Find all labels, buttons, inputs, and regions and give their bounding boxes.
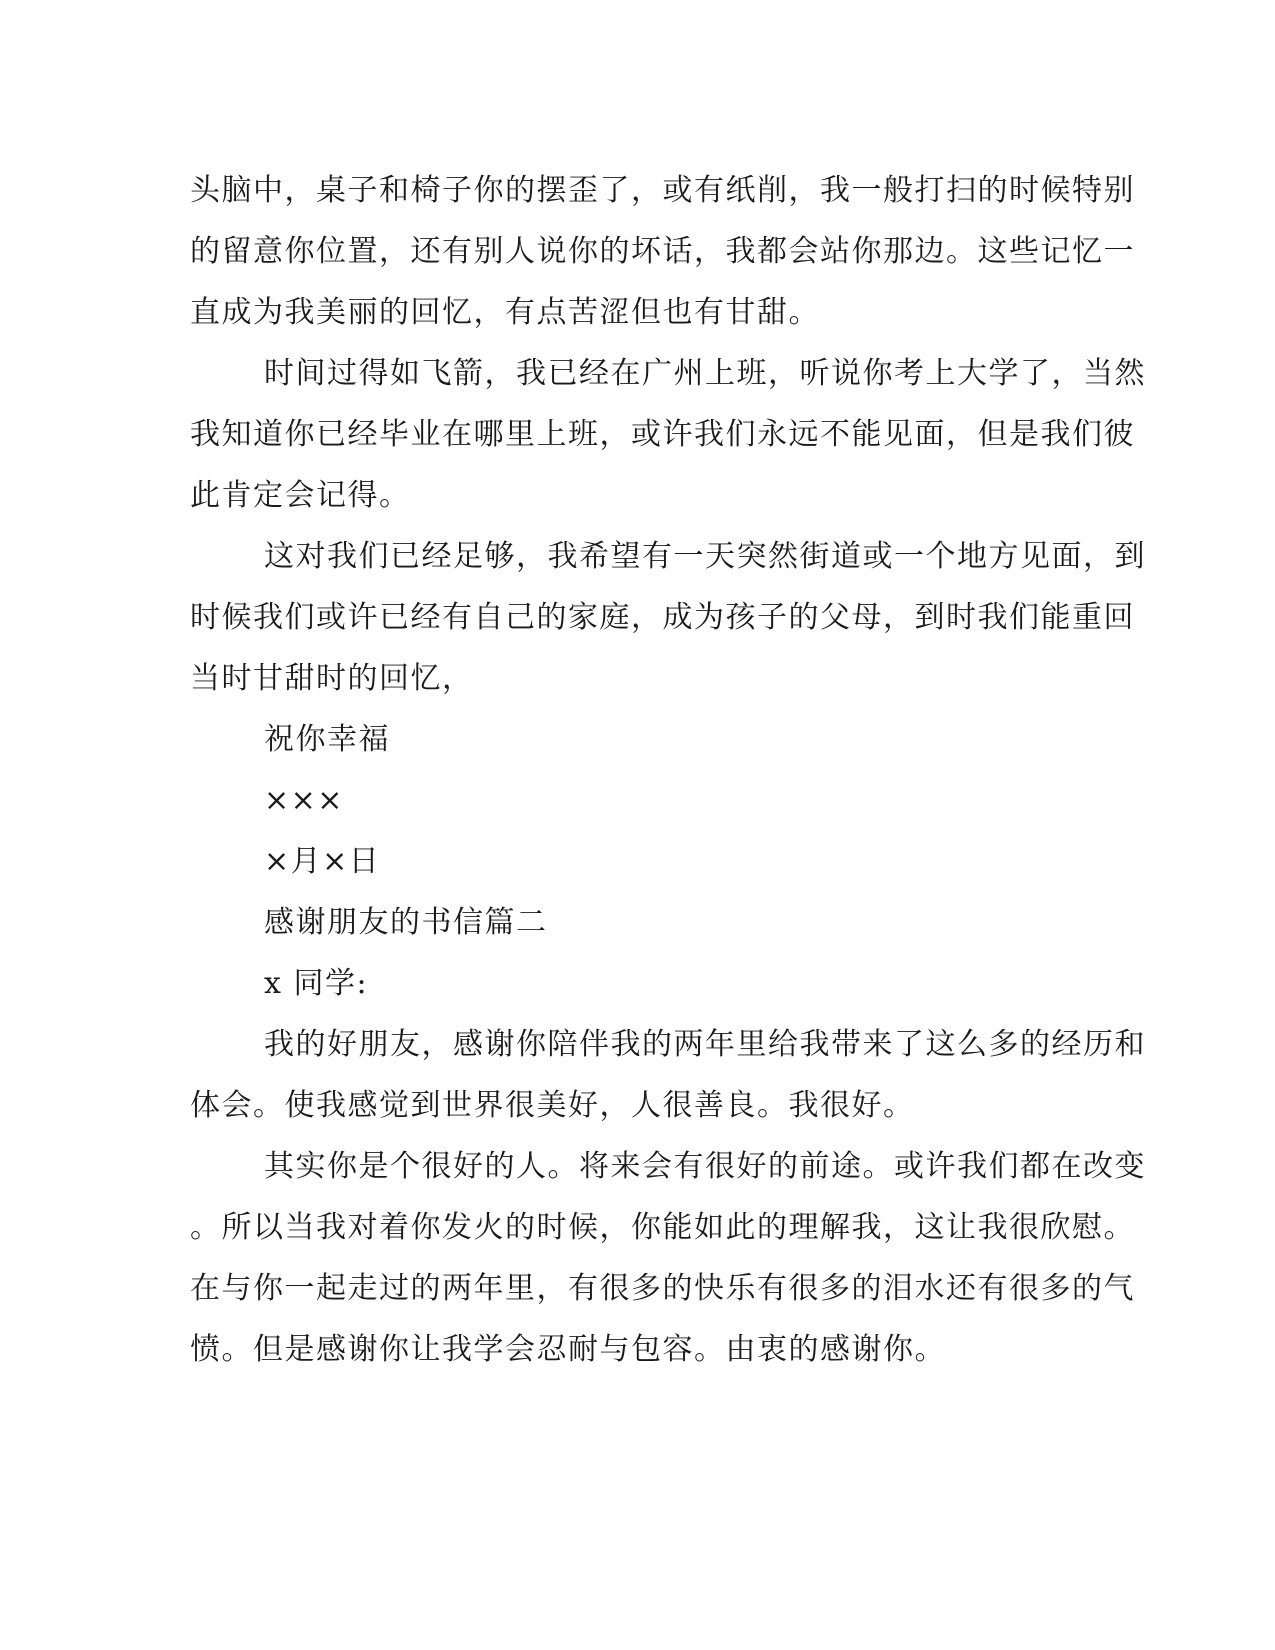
text-line: 体会。使我感觉到世界很美好，人很善良。我很好。 <box>190 1088 915 1123</box>
text-line: 时间过得如飞箭，我已经在广州上班，听说你考上大学了，当然 <box>264 356 1146 391</box>
document-body <box>190 160 1146 1380</box>
paragraph <box>190 1136 1146 1380</box>
text-line: 此肯定会记得。 <box>190 478 411 513</box>
closing-line: 祝你幸福 <box>264 722 390 757</box>
paragraph <box>190 160 1135 343</box>
paragraph <box>190 1014 1146 1136</box>
text-line: 在与你一起走过的两年里，有很多的快乐有很多的泪水还有很多的气 <box>190 1271 1135 1306</box>
text-line: 我的好朋友，感谢你陪伴我的两年里给我带来了这么多的经历和 <box>264 1027 1146 1062</box>
text-line: 这对我们已经足够，我希望有一天突然街道或一个地方见面，到 <box>264 539 1146 574</box>
signature: ××× <box>264 783 344 818</box>
date-line: ×月×日 <box>264 844 381 879</box>
salutation: x 同学: <box>264 966 369 1001</box>
text-line: 。所以当我对着你发火的时候，你能如此的理解我，这让我很欣慰。 <box>190 1210 1135 1245</box>
paragraph <box>190 526 1146 709</box>
text-line: 直成为我美丽的回忆，有点苦涩但也有甘甜。 <box>190 295 820 330</box>
text-line: 头脑中，桌子和椅子你的摆歪了，或有纸削，我一般打扫的时候特别 <box>190 173 1135 208</box>
section-title: 感谢朋友的书信篇二 <box>264 905 548 940</box>
text-line: 时候我们或许已经有自己的家庭，成为孩子的父母，到时我们能重回 <box>190 600 1135 635</box>
text-line: 其实你是个很好的人。将来会有很好的前途。或许我们都在改变 <box>264 1149 1146 1184</box>
text-line: 当时甘甜时的回忆， <box>190 661 474 696</box>
text-line: 我知道你已经毕业在哪里上班，或许我们永远不能见面，但是我们彼 <box>190 417 1135 452</box>
text-line: 愤。但是感谢你让我学会忍耐与包容。由衷的感谢你。 <box>190 1332 946 1367</box>
paragraph <box>190 343 1146 526</box>
text-line: 的留意你位置，还有别人说你的坏话，我都会站你那边。这些记忆一 <box>190 234 1135 269</box>
